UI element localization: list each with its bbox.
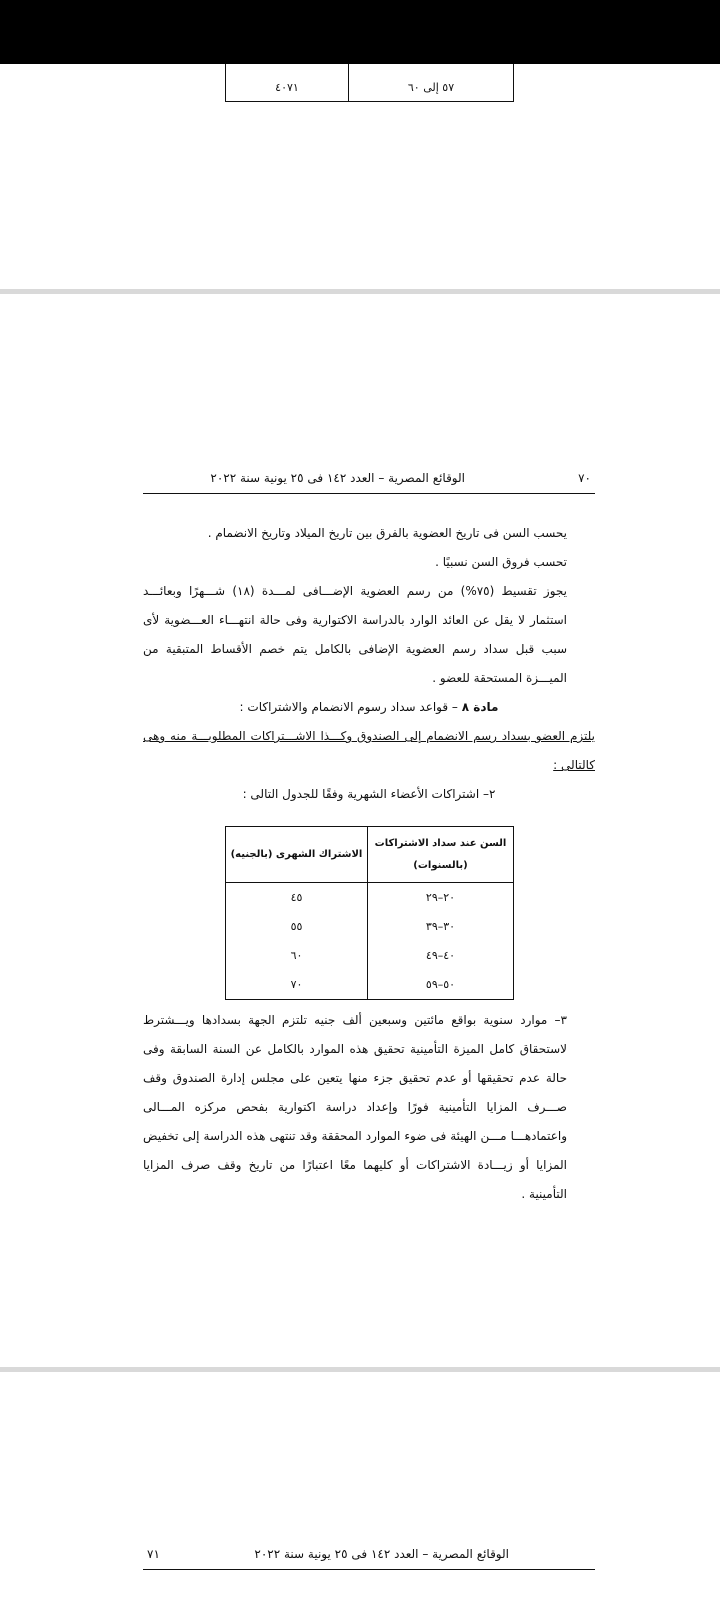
page-body: [143, 519, 595, 809]
prev-age-cell: ٥٧ إلى ٦٠: [348, 64, 513, 101]
article-heading: [143, 693, 595, 722]
table-row: [226, 883, 514, 913]
page-body-continued: [143, 1006, 595, 1209]
age-column-header: السن عند سداد الاشتراكات (بالسنوات): [368, 827, 514, 883]
age-cell: ٣٠–٣٩: [368, 912, 514, 941]
page-header: [143, 467, 595, 494]
table-row: [226, 912, 514, 941]
amount-column-header: الاشتراك الشهرى (بالجنيه): [226, 827, 368, 883]
article-title: – قواعد سداد رسوم الانضمام والاشتراكات :: [239, 700, 462, 714]
table-row: [226, 941, 514, 970]
viewer-top-bar: [0, 0, 720, 64]
article-label: مادة ٨: [461, 700, 499, 714]
page-number: ٧٠: [578, 471, 591, 485]
amount-cell: ٧٠: [226, 970, 368, 1000]
age-cell: ٤٠–٤٩: [368, 941, 514, 970]
amount-cell: ٤٥: [226, 883, 368, 913]
paragraph: تحسب فروق السن نسبيًا .: [435, 555, 567, 569]
page-number: ٧١: [147, 1547, 160, 1561]
prev-amount-cell: ٤٠٧١: [275, 81, 299, 94]
table-row: [226, 970, 514, 1000]
paragraph: يحسب السن فى تاريخ العضوية بالفرق بين تاريخ الميلاد وتاريخ الانضمام .: [207, 526, 567, 540]
page-separator: [0, 1367, 720, 1372]
gazette-title: الوقائع المصرية – العدد ١٤٢ فى ٢٥ يونية سنة ٢٠٢٢: [210, 471, 465, 485]
subscription-table: [225, 826, 514, 1000]
table-header-row: [226, 827, 514, 883]
page-separator: [0, 289, 720, 294]
item-2-heading: ٢– اشتراكات الأعضاء الشهرية وفقًا للجدول التالى :: [242, 787, 496, 801]
gazette-title: الوقائع المصرية – العدد ١٤٢ فى ٢٥ يونية سنة ٢٠٢٢: [254, 1547, 509, 1561]
previous-page-table-fragment: [225, 64, 514, 102]
item-3-paragraph: ٣– موارد سنوية بواقع مائتين وسبعين ألف جنيه تلتزم الجهة بسدادها ويـــشترط لاستحقاق كامل الميزة التأمينية تحقيق هذه الموارد بالكامل عن السنة السابقة وفى حالة عدم تحقيقها أو عدم تحقيق جزء منها يتعين على مجلس إدارة الصندوق وقف صـــرف المزايا التأمينية فورًا وإعداد دراسة اكتوارية بفحص مركزه المـــالى واعتمادهـــا مـــن الهيئة فى ضوء الموارد المحققة وقد تنتهى هذه الدراسة إلى تخفيض المزايا أو زيـــادة الاشتراكات أو كليهما معًا اعتبارًا من تاريخ وقف صرف المزايا التأمينية .: [143, 1013, 567, 1201]
age-cell: ٥٠–٥٩: [368, 970, 514, 1000]
paragraph: يجوز تقسيط (٧٥%) من رسم العضوية الإضـــافى لمـــدة (١٨) شـــهرًا وبعائـــد استثمار لا يقل عن العائد الوارد بالدراسة الاكتوارية وفى حالة انتهـــاء العـــضوية لأى سبب قبل سداد رسم العضوية الإضافى بالكامل يتم خصم الأقساط المتبقية من الميـــزة المستحقة للعضو .: [143, 584, 567, 685]
page-header: [143, 1543, 595, 1570]
age-cell: ٢٠–٢٩: [368, 883, 514, 913]
amount-cell: ٦٠: [226, 941, 368, 970]
obligation-paragraph: يلتزم العضو بسداد رسم الانضمام إلى الصندوق وكـــذا الاشـــتراكات المطلوبـــة منه وهى كالتالى :: [143, 729, 595, 772]
amount-cell: ٥٥: [226, 912, 368, 941]
